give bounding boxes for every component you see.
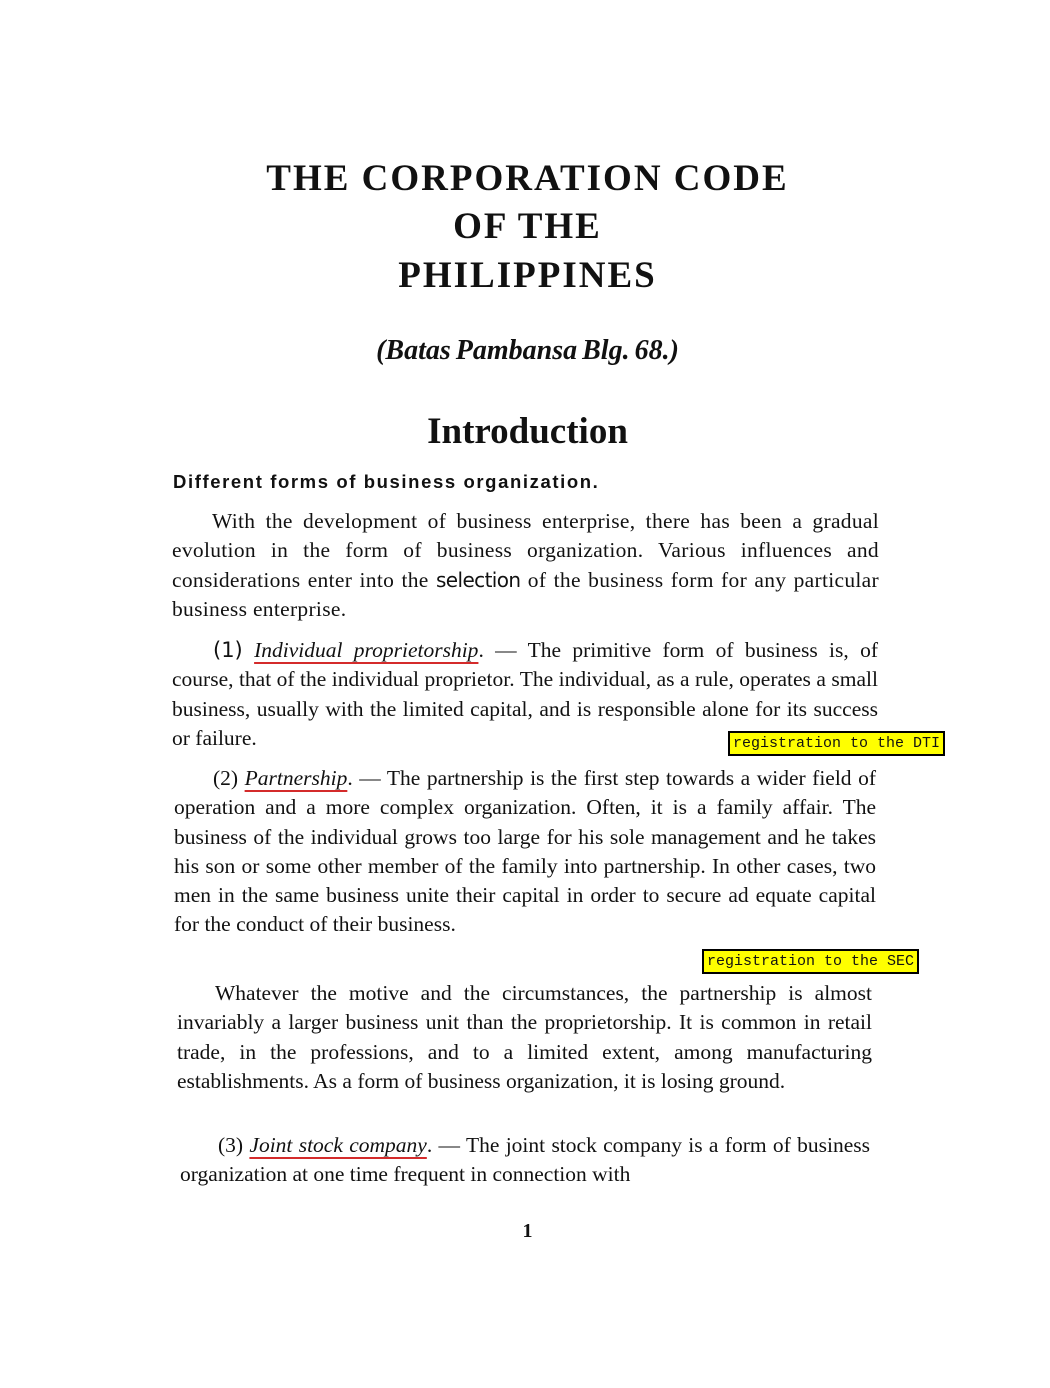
annotation-sec[interactable]: registration to the SEC [702, 949, 919, 974]
item-number: (2) [213, 766, 239, 790]
title-line-3: PHILIPPINES [398, 255, 657, 296]
annotation-dti[interactable]: registration to the DTI [728, 731, 945, 756]
paragraph-joint-stock [180, 1131, 870, 1190]
section-heading: Introduction [427, 411, 628, 452]
term-individual-proprietorship: Individual proprietorship [254, 638, 479, 662]
paragraph-intro [172, 507, 879, 624]
selection-word: selection [435, 567, 521, 592]
title-line-2: OF THE [453, 206, 602, 247]
subheading: Different forms of business organization. [173, 471, 600, 492]
paragraph-text: With the development of business enterprise, there has been a gradual evolution in the form of business organization. Various influences and considerations enter into the [172, 509, 879, 592]
paragraph-text: . — The primitive form of business is, of course, that of the individual proprietor. The individual, as a rule, operates a small business, usually with the limited capital, and is responsible alone for its success or failure. [172, 638, 879, 750]
term-partnership: Partnership [244, 766, 348, 790]
paragraph-text: . — The joint stock company is a form of business organization at one time frequent in connection with [180, 1133, 871, 1187]
paragraph-partnership-continued [177, 979, 872, 1096]
item-number: (1) [213, 638, 243, 662]
paragraph-text: of the business form for any particular business enterprise. [172, 567, 879, 621]
title-line-1: THE CORPORATION CODE [266, 158, 789, 199]
paragraph-text: . — The partnership is the first step towards a wider field of operation and a more complex organization. Often, it is a family affair. The business of the individual grows too large for his sole management and he takes his son or some other member of the family into partnership. In other cases, two men in the same business unite their capital in order to secure ad equate capital for the conduct of their business. [174, 766, 876, 937]
paragraph-partnership [174, 764, 876, 940]
paragraph-text: Whatever the motive and the circumstances, the partnership is almost invariably a larger business unit than the proprietorship. It is common in retail trade, in the professions, and to a limited extent, among manufacturing establishments. As a form of business organization, it is losing ground. [177, 981, 872, 1093]
page-number: 1 [522, 1220, 533, 1242]
item-number: (3) [218, 1133, 244, 1157]
subtitle: (Batas Pambansa Blg. 68.) [376, 335, 679, 366]
term-joint-stock-company: Joint stock company [249, 1133, 427, 1157]
